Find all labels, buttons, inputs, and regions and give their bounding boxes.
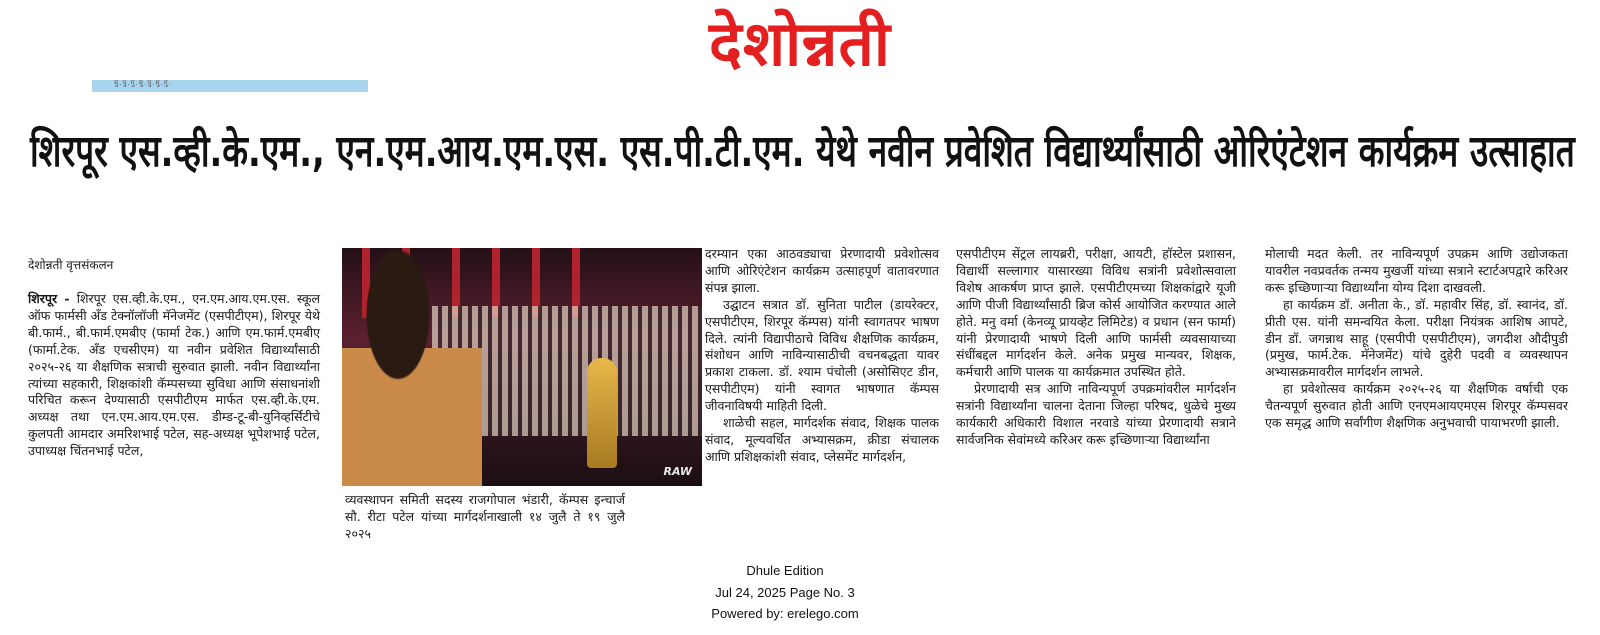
column-5-paragraph-1: मोलाची मदत केली. तर नाविन्यपूर्ण उपक्रम आणि उद्योजकता यावरील नवप्रवर्तक तन्मय मुखर्जी यांच्या सत्राने स्टार्टअपद्वारे करिअर करू इच्छिणाऱ्या विद्यार्थ्यांना योग्य दिशा दाखवली. — [1265, 246, 1568, 295]
newspaper-masthead: देशोन्नती — [709, 7, 891, 80]
column-4-paragraph-2: प्रेरणादायी सत्र आणि नाविन्यपूर्ण उपक्रमांवरील मार्गदर्शन सत्रांनी विद्यार्थ्यांना चालना देताना जिल्हा परिषद, धुळेचे मुख्य कार्यकारी अधिकारी विशाल नरवाडे यांच्या प्रेरणादायी सत्राने सार्वजनिक सेवांमध्ये करिअर करू इच्छिणाऱ्या विद्यार्थ्यांना — [956, 381, 1236, 447]
column-3-paragraph-3: शाळेची सहल, मार्गदर्शक संवाद, शिक्षक पालक संवाद, मूल्यवर्धित अभ्यासक्रम, क्रीडा संचालक आणि प्रशिक्षकांशी संवाद, प्लेसमेंट मार्गदर्शन, — [705, 415, 939, 464]
article-headline: शिरपूर एस.व्ही.के.एम., एन.एम.आय.एम.एस. एस.पी.टी.एम. येथे नवीन प्रवेशित विद्यार्थ्यांसाठी ओरिएंटेशन कार्यक्रम उत्साहात — [30, 126, 1575, 177]
column-5-paragraph-3: हा प्रवेशोत्सव कार्यक्रम २०२५-२६ या शैक्षणिक वर्षाची एक चैतन्यपूर्ण सुरुवात होती आणि एनएमआयएमएस शिरपूर कॅम्पसवर एक समृद्ध आणि सर्वांगीण शैक्षणिक अनुभवाची पायाभरणी झाली. — [1265, 381, 1568, 431]
article-column-1 — [28, 291, 320, 460]
article-photo — [342, 248, 702, 486]
article-column-3 — [705, 246, 939, 466]
article-column-5 — [1265, 246, 1568, 432]
column-1-text: शिरपूर एस.व्ही.के.एम., एन.एम.आय.एम.एस. स्कूल ऑफ फार्मसी अँड टेक्नॉलॉजी मॅनेजमेंट (एसपीटीएम), शिरपूर येथे बी.फार्म., बी.फार्म.एमबीए (फार्मा टेक.) आणि एम.फार्म.एमबीए (फार्मा.टेक. अँड एचसीएम) या नवीन प्रवेशित विद्यार्थ्यांसाठी २०२५-२६ या शैक्षणिक सत्राची सुरुवात झाली. नवीन विद्यार्थ्यांना त्यांच्या सहकारी, शिक्षकांशी कॅम्पसच्या सुविधा आणि संसाधनांशी परिचित करून देण्यासाठी एसपीटीएम मार्फत एस.व्ही.के.एम. अध्यक्ष तथा एन.एम.आय.एम.एस. डीम्ड-टू-बी-युनिव्हर्सिटीचे कुलपती आमदार अमरिशभाई पटेल, सह-अध्यक्ष भूपेशभाई पटेल, उपाध्यक्ष चिंतनभाई पटेल, — [28, 291, 320, 459]
photo-lamp-lighting-person — [342, 248, 482, 486]
article-byline: देशोन्नती वृत्तसंकलन — [28, 258, 114, 272]
photo-oil-lamp — [587, 358, 617, 468]
dateline: शिरपूर - — [28, 291, 77, 306]
article-column-2 — [345, 492, 625, 543]
column-3-paragraph-2: उद्घाटन सत्रात डॉ. सुनिता पाटील (डायरेक्टर, एसपीटीएम, शिरपूर कॅम्पस) यांनी स्वागतपर भाषण दिले. त्यांनी विद्यापीठाचे विविध शैक्षणिक कार्यक्रम, संशोधन आणि नाविन्यासाठीची वचनबद्धता यावर प्रकाश टाकला. डॉ. श्याम पंचोली (असोसिएट डीन, एसपीटीएम) यांनी स्वागत भाषणात कॅम्पस जीवनाविषयी माहिती दिली. — [705, 296, 939, 414]
footer-powered-by: Powered by: erelego.com — [711, 606, 859, 621]
photo-credit: RAW — [663, 465, 692, 478]
masthead-strip-text: मु.पु.गु.मु.पु.मु.गु. — [114, 79, 172, 87]
footer-edition: Dhule Edition — [746, 563, 824, 578]
column-2-text: व्यवस्थापन समिती सदस्य राजगोपाल भंडारी, कॅम्पस इन्चार्ज सौ. रीटा पटेल यांच्या मार्गदर्शनाखाली १४ जुलै ते १९ जुलै २०२५ — [345, 492, 625, 541]
footer-date-page: Jul 24, 2025 Page No. 3 — [715, 585, 855, 600]
column-5-paragraph-2: हा कार्यक्रम डॉ. अनीता के., डॉ. महावीर सिंह, डॉ. स्वानंद, डॉ. प्रीती एस. यांनी समन्वयित केला. परीक्षा नियंत्रक आशिष आपटे, डीन डॉ. जगन्नाथ साहू (एसपीपी एसपीटीएम), जगदीश औदीपुडी (प्रमुख, फार्म.टेक. मॅनेजमेंट) यांचे दुहेरी पदवी व व्यवस्थापन अभ्यासक्रमावरील मार्गदर्शन लाभले. — [1265, 296, 1568, 380]
article-column-4 — [956, 246, 1236, 449]
column-3-paragraph-1: दरम्यान एका आठवड्याचा प्रेरणादायी प्रवेशोत्सव आणि ओरिएंटेशन कार्यक्रम उत्साहपूर्ण वातावरणात संपन्न झाला. — [705, 246, 939, 295]
column-4-paragraph-1: एसपीटीएम सेंट्रल लायब्ररी, परीक्षा, आयटी, हॉस्टेल प्रशासन, विद्यार्थी सल्लागार यासारख्या विविध सत्रांनी प्रवेशोत्सवाला विशेष आकर्षण प्राप्त झाले. एसपीटीएमच्या शिक्षकांद्वारे यूजी आणि पीजी विद्यार्थ्यांसाठी ब्रिज कोर्स आयोजित करण्यात आले होते. मनु वर्मा (केनव्यू प्रायव्हेट लिमिटेड) व प्रधान (सन फार्मा) यांनी प्रेरणादायी भाषणे दिली आणि फार्मसी व्यवसायाच्या संधींबद्दल मार्गदर्शन केले. अनेक प्रमुख मान्यवर, शिक्षक, कर्मचारी आणि पालक या कार्यक्रमात उपस्थित होते. — [956, 246, 1236, 380]
